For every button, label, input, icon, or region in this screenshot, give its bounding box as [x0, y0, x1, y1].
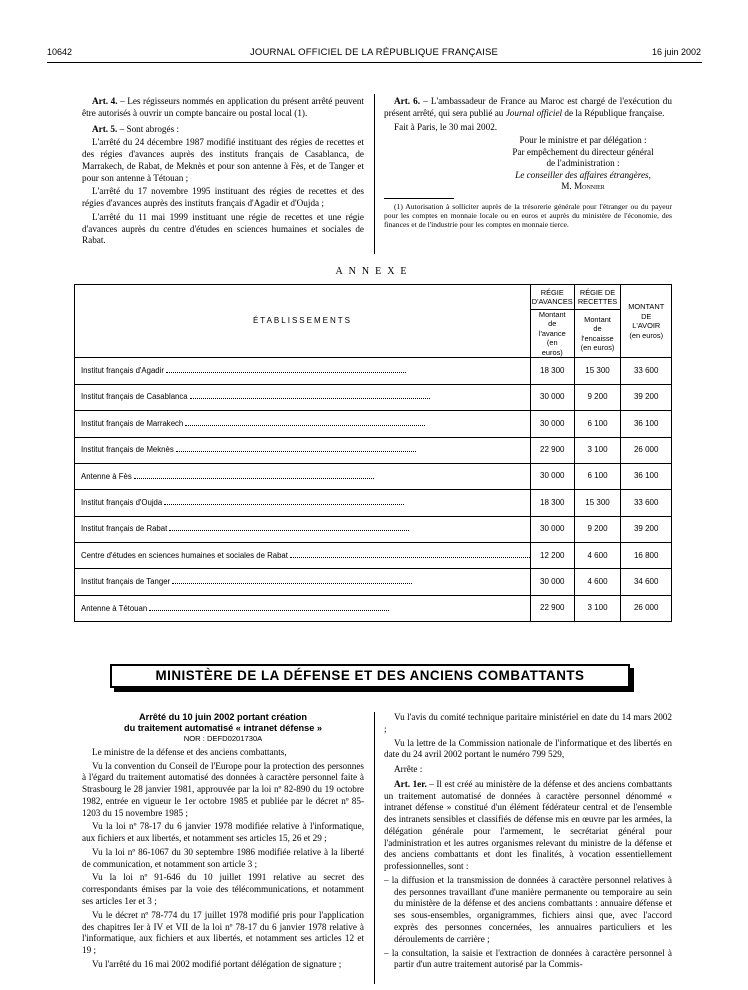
leader-dots [290, 552, 530, 558]
leader-dots [169, 525, 409, 531]
arrete-title-line-2: du traitement automatisé « intranet défense » [123, 723, 323, 734]
montant-avoir-cell [621, 595, 672, 621]
header-rule [47, 62, 702, 63]
leader-dots [166, 367, 406, 373]
montant-avoir: 39 200 [633, 392, 659, 402]
montant-avoir: 39 200 [633, 524, 659, 534]
issue-date: 16 juin 2002 [651, 47, 701, 57]
montant-encaisse: 3 100 [587, 603, 608, 613]
visa-paragraph: Vu la loi nº 86-1067 du 30 septembre 1986 modifiée relative à la liberté de communication, et notamment son article 3 ; [82, 846, 364, 869]
page-number: 10642 [47, 47, 73, 57]
journal-officiel-ref: Journal officiel [505, 107, 563, 118]
table-row [75, 411, 672, 437]
header-montant-avoir: MONTANT DE L'AVOIR (en euros) [621, 285, 672, 358]
establishment-name-cell [75, 543, 531, 569]
annexe-title: ANNEXE [335, 266, 413, 277]
bottom-left-column [82, 712, 364, 973]
visa-paragraph: Vu la loi nº 91-646 du 10 juillet 1991 relative au secret des correspondants émises par la voie des télécommunications, et notamment ses articles 1er et 3 ; [82, 872, 364, 906]
montant-avance-cell [530, 516, 574, 542]
header-montant-encaisse: Montant de l'encaisse (en euros) [574, 310, 621, 358]
finalites-list [384, 875, 672, 971]
establishment-name-cell [75, 490, 531, 516]
visa-paragraph: Vu le décret nº 78-774 du 17 juillet 1978 modifié pris pour l'application des chapitres Ier à IV et VII de la loi nº 78-17 du 6 janvier 1978 relative à l'informatique, aux fichiers et aux libertés, et notamment ses articles 12 et 19 ; [82, 909, 364, 956]
establishment-name: Antenne à Tétouan [81, 603, 148, 613]
montant-avance-cell [530, 437, 574, 463]
establishment-name-cell [75, 437, 531, 463]
montant-avoir-cell [621, 569, 672, 595]
establishment-name: Institut français d'Agadir [81, 366, 164, 376]
montant-avance: 18 300 [540, 497, 565, 507]
abrogated-2: L'arrêté du 17 novembre 1995 instituant des régies de recettes et des régies d'avances auprès des instituts français d'Agadir et d'Oujda ; [82, 186, 364, 209]
leader-dots [176, 446, 416, 452]
montant-avance-cell [530, 384, 574, 410]
visa-comite: Vu l'avis du comité technique paritaire ministériel en date du 14 mars 2002 ; [384, 712, 672, 734]
montant-avoir: 26 000 [633, 445, 659, 455]
abrogated-1: L'arrêté du 24 décembre 1987 modifié instituant des régies de recettes et des régies d'avances auprès des instituts français de Casablanca, de Marrakech, de Rabat, de Meknès et pour son antenne à Fès, et de Tanger et pour son antenne à Tétouan ; [82, 137, 364, 183]
signature-line-2: Par empêchement du directeur général [512, 146, 654, 157]
journal-title: JOURNAL OFFICIEL DE LA RÉPUBLIQUE FRANÇAISE [249, 47, 499, 58]
montant-avance: 12 200 [540, 550, 565, 560]
montant-encaisse-cell [574, 595, 621, 621]
table-row [75, 384, 672, 410]
list-item: – la diffusion et la transmission de données à caractère personnel relatives à des personnes travaillant d'une manière permanente ou temporaire au sein du ministère de la défense et des anciens combattants : annuaire défense et ses sous-ensembles, organigrammes, fichiers ainsi que, avec l'accord exprès des personnes concernées, les annuaires particuliers et les déroulements de carrière ; [384, 874, 672, 944]
establishment-name-cell [75, 463, 531, 489]
article-1-text: – Il est créé au ministère de la défense et des anciens combattants un traitement automatisé de données à caractère personnel dénommé « intranet défense » constitué d'un élément fédérateur central et de l'ensemble des intranets sensibles et classifiés de défense mis en œuvre par les armées, la délégation générale pour l'armement, le secrétariat général pour l'administration et les autres organismes relevant du ministre de la défense et des anciens combattants et dont les finalités, à vocation essentiellement professionnelles, sont : [384, 778, 672, 872]
list-item: – la consultation, la saisie et l'extraction de données à caractère personnel à partir d'un autre traitement autorisé par la Commis- [384, 947, 672, 970]
arrete-visas [82, 747, 364, 971]
article-1-label: Art. 1er. [394, 778, 427, 789]
article-6-text-a: – L'ambassadeur de France au Maroc est chargé de l'exécution du présent arrêté, qui sera publié au [384, 96, 672, 118]
establishment-name: Centre d'études en sciences humaines et sociales de Rabat [81, 550, 288, 560]
montant-encaisse-cell [574, 490, 621, 516]
arrete-title-line-1: Arrêté du 10 juin 2002 portant création [139, 712, 307, 722]
montant-encaisse: 9 200 [587, 392, 608, 402]
header-montant-avance: Montant de l'avance (en euros) [530, 310, 574, 358]
montant-encaisse-cell [574, 569, 621, 595]
table-row [75, 437, 672, 463]
leader-dots [172, 578, 412, 584]
montant-avance-cell [530, 411, 574, 437]
montant-avoir: 33 600 [633, 365, 659, 375]
leader-dots [149, 605, 389, 611]
establishment-name-cell [75, 569, 531, 595]
column-divider-top [374, 94, 375, 254]
montant-avoir: 34 600 [633, 577, 659, 587]
header-regie-avances: RÉGIE D'AVANCES [530, 285, 574, 310]
top-right-column [384, 96, 672, 231]
leader-dots [134, 473, 374, 479]
montant-avance-cell [530, 595, 574, 621]
table-row [75, 358, 672, 384]
establishment-name-cell [75, 384, 531, 410]
montant-avoir: 33 600 [633, 497, 659, 507]
montant-encaisse-cell [574, 463, 621, 489]
montant-avoir-cell [621, 516, 672, 542]
leader-dots [185, 420, 425, 426]
article-1 [384, 779, 672, 873]
arrete-title [82, 712, 364, 734]
montant-avance: 30 000 [540, 524, 565, 534]
montant-encaisse-cell [574, 384, 621, 410]
montant-avance: 30 000 [540, 471, 565, 481]
establishment-name: Institut français de Tanger [81, 577, 171, 587]
article-4 [82, 96, 364, 120]
visa-paragraph: Vu la loi nº 78-17 du 6 janvier 1978 modifiée relative à l'informatique, aux fichiers et aux libertés, et notamment ses articles 15, 26 et 29 ; [82, 821, 364, 844]
montant-avance: 30 000 [540, 392, 565, 402]
visa-paragraph: Vu l'arrêté du 16 mai 2002 modifié portant délégation de signature ; [92, 958, 342, 969]
montant-avoir: 36 100 [633, 418, 659, 428]
establishment-name-cell [75, 516, 531, 542]
visa-paragraph: Vu la convention du Conseil de l'Europe pour la protection des personnes à l'égard du traitement automatisé des données à caractère personnel faite à Strasbourg le 28 janvier 1981, approuvée par la loi nº 82-890 du 19 octobre 1982, entrée en vigueur le 1er octobre 1985 et publiée par le décret nº 85-1203 du 15 novembre 1985 ; [82, 760, 364, 818]
leader-dots [190, 393, 430, 399]
establishment-name-cell [75, 411, 531, 437]
establishment-name-cell [75, 595, 531, 621]
article-4-text: – Les régisseurs nommés en application du présent arrêté peuvent être autorisés à ouvrir un compte bancaire ou postal local (1). [82, 96, 364, 118]
footnote: (1) Autorisation à solliciter auprès de la trésorerie générale pour l'étranger ou du payeur pour les comptes en monnaie locale ou en euros et auprès du ministère de l'économie, des finances et de l'industrie pour les comptes en monnaie tierce. [384, 201, 672, 230]
montant-encaisse: 9 200 [587, 524, 608, 534]
montant-avance-cell [530, 569, 574, 595]
table-row [75, 543, 672, 569]
montant-encaisse: 15 300 [585, 497, 610, 507]
signature-line-4: Le conseiller des affaires étrangères, [515, 169, 651, 180]
establishment-name-cell [75, 358, 531, 384]
signature-line-3: de l'administration : [546, 158, 620, 169]
montant-avance-cell [530, 358, 574, 384]
montant-encaisse: 4 600 [587, 550, 608, 560]
montant-avance-cell [530, 463, 574, 489]
montant-avoir-cell [621, 411, 672, 437]
article-6-label: Art. 6. [394, 96, 421, 106]
montant-avance: 30 000 [540, 418, 565, 428]
top-left-column [82, 96, 364, 249]
article-5-text: – Sont abrogés : [117, 123, 180, 134]
establishment-name: Antenne à Fès [81, 471, 132, 481]
establishment-name: Institut français d'Oujda [81, 498, 163, 507]
table-row [75, 463, 672, 489]
montant-encaisse-cell [574, 543, 621, 569]
montant-encaisse: 3 100 [587, 445, 608, 455]
montant-encaisse: 6 100 [587, 471, 608, 481]
table-row [75, 595, 672, 621]
article-4-label: Art. 4. [92, 96, 118, 106]
column-divider-bottom [374, 712, 375, 984]
montant-encaisse: 4 600 [587, 577, 608, 587]
bottom-right-column [384, 712, 672, 973]
table-row [75, 516, 672, 542]
table-row [75, 569, 672, 595]
montant-avance-cell [530, 543, 574, 569]
arrete-word: Arrête : [394, 764, 423, 775]
montant-encaisse: 15 300 [585, 365, 610, 375]
leader-dots [164, 499, 404, 505]
montant-encaisse-cell [574, 411, 621, 437]
montant-encaisse-cell [574, 437, 621, 463]
nor-reference: NOR : DEFD0201730A [183, 734, 263, 744]
establishment-name: Institut français de Meknès [81, 445, 174, 455]
annexe-table [74, 284, 672, 622]
establishment-name: Institut français de Casablanca [81, 392, 188, 402]
header-regie-recettes: RÉGIE DE RECETTES [574, 285, 621, 310]
montant-avoir-cell [621, 463, 672, 489]
minister-intro: Le ministre de la défense et des anciens combattants, [92, 746, 287, 757]
montant-avance: 30 000 [540, 577, 565, 587]
montant-avoir-cell [621, 543, 672, 569]
montant-avance: 22 900 [540, 603, 565, 613]
montant-encaisse-cell [574, 358, 621, 384]
ministry-heading: MINISTÈRE DE LA DÉFENSE ET DES ANCIENS COMBATTANTS [110, 664, 630, 688]
visa-cnil: Vu la lettre de la Commission nationale de l'informatique et des libertés en date du 24 avril 2002 portant le numéro 799 529, [384, 737, 672, 760]
signature-block [494, 135, 672, 193]
montant-avoir: 26 000 [633, 603, 659, 613]
montant-avoir-cell [621, 358, 672, 384]
montant-encaisse-cell [574, 516, 621, 542]
abrogated-3: L'arrêté du 11 mai 1999 instituant une régie de recettes et une régie d'avances auprès du centre d'études en sciences humaines et sociales de Rabat. [82, 211, 364, 246]
signature-line-1: Pour le ministre et par délégation : [519, 135, 647, 146]
establishment-name: Institut français de Marrakech [81, 418, 184, 428]
table-row [75, 490, 672, 516]
montant-avoir: 36 100 [633, 471, 659, 481]
article-5 [82, 124, 364, 136]
article-6 [384, 96, 672, 120]
article-5-label: Art. 5. [92, 123, 118, 134]
done-at: Fait à Paris, le 30 mai 2002. [394, 121, 498, 132]
montant-avoir: 16 800 [633, 550, 659, 560]
montant-avance: 18 300 [540, 365, 565, 375]
montant-avance: 22 900 [540, 445, 565, 455]
montant-avoir-cell [621, 384, 672, 410]
montant-avance-cell [530, 490, 574, 516]
montant-avoir-cell [621, 437, 672, 463]
article-6-text-b: de la République française. [562, 107, 665, 118]
establishment-name: Institut français de Rabat [81, 524, 168, 534]
signatory-name: M. Monnier [561, 181, 605, 192]
montant-avoir-cell [621, 490, 672, 516]
montant-encaisse: 6 100 [587, 418, 608, 428]
header-etablissements: ÉTABLISSEMENTS [75, 285, 531, 358]
footnote-rule [384, 198, 454, 199]
